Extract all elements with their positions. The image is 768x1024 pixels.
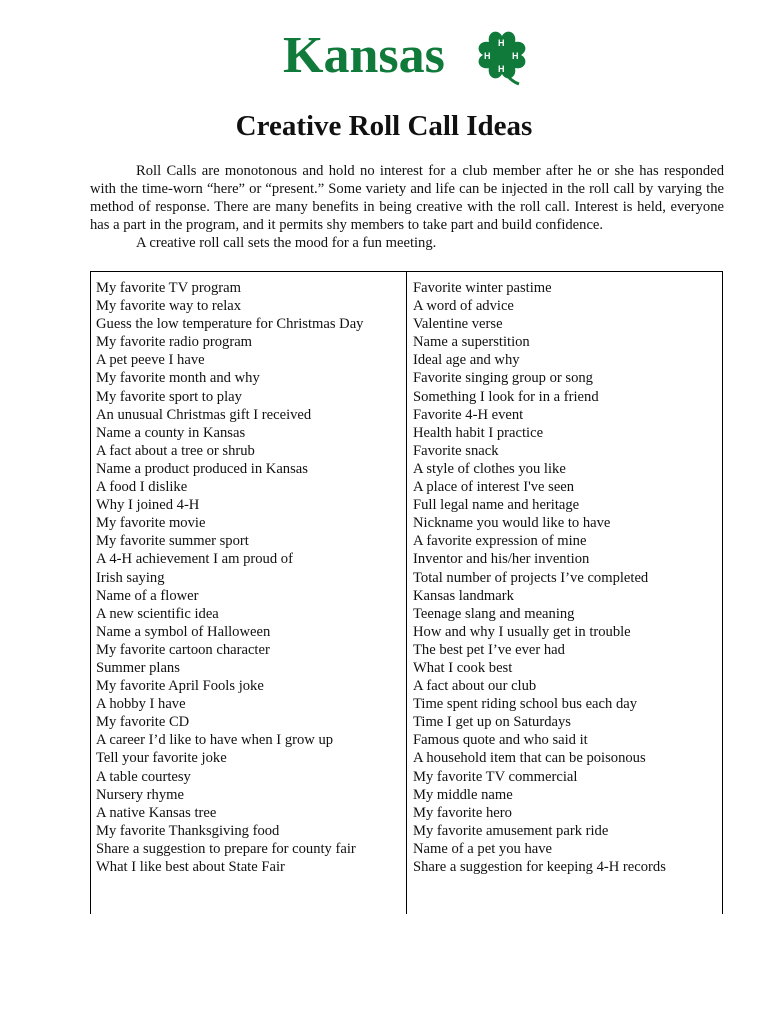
idea-item: Famous quote and who said it — [413, 732, 588, 749]
idea-item: A native Kansas tree — [96, 804, 217, 821]
header — [0, 26, 768, 92]
idea-item: Full legal name and heritage — [413, 497, 580, 514]
svg-text:H: H — [498, 64, 505, 74]
idea-item: Time spent riding school bus each day — [413, 696, 638, 713]
idea-item: A hobby I have — [96, 696, 186, 713]
column-divider — [406, 271, 407, 914]
idea-item: Summer plans — [96, 659, 180, 676]
idea-item: Health habit I practice — [413, 424, 544, 441]
idea-item: A new scientific idea — [96, 605, 219, 622]
idea-item: Name of a flower — [96, 587, 199, 604]
idea-item: My favorite TV program — [96, 280, 241, 296]
ideas-column-right — [413, 279, 719, 876]
idea-item: A household item that can be poisonous — [413, 750, 646, 767]
idea-item: A fact about a tree or shrub — [96, 442, 255, 459]
idea-item: The best pet I’ve ever had — [413, 641, 565, 658]
idea-item: Favorite 4-H event — [413, 406, 524, 423]
idea-item: My favorite summer sport — [96, 533, 249, 550]
idea-item: Name a symbol of Halloween — [96, 623, 271, 640]
idea-item: A pet peeve I have — [96, 352, 205, 369]
4h-clover-icon — [473, 26, 531, 88]
svg-text:H: H — [512, 51, 519, 61]
idea-item: Something I look for in a friend — [413, 388, 599, 405]
idea-item: Name a superstition — [413, 334, 530, 351]
idea-item: Nickname you would like to have — [413, 515, 611, 532]
idea-item: My favorite radio program — [96, 334, 253, 351]
intro-text — [90, 162, 724, 252]
svg-text:H: H — [484, 51, 491, 61]
idea-item: My favorite movie — [96, 515, 206, 532]
idea-item: Name a county in Kansas — [96, 424, 246, 441]
idea-item: Teenage slang and meaning — [413, 605, 575, 622]
intro-paragraph: A creative roll call sets the mood for a fun meeting. — [136, 235, 437, 251]
idea-item: Share a suggestion for keeping 4-H records — [413, 859, 666, 875]
idea-item: A table courtesy — [96, 768, 191, 785]
idea-item: Nursery rhyme — [96, 786, 184, 803]
idea-item: My favorite TV commercial — [413, 768, 578, 785]
idea-item: A 4-H achievement I am proud of — [96, 551, 293, 568]
idea-item: Share a suggestion to prepare for county fair — [96, 840, 356, 857]
idea-item: My favorite April Fools joke — [96, 678, 264, 695]
svg-text:H: H — [498, 38, 505, 48]
idea-item: Total number of projects I’ve completed — [413, 569, 649, 586]
idea-item: Why I joined 4-H — [96, 497, 200, 514]
idea-item: A word of advice — [413, 298, 514, 315]
idea-item: Inventor and his/her invention — [413, 551, 590, 568]
idea-item: A style of clothes you like — [413, 460, 566, 477]
idea-item: My favorite Thanksgiving food — [96, 822, 280, 839]
idea-item: My favorite way to relax — [96, 298, 242, 315]
idea-item: Kansas landmark — [413, 587, 514, 604]
idea-item: My middle name — [413, 786, 513, 803]
idea-item: Valentine verse — [413, 316, 503, 333]
page-title: Creative Roll Call Ideas — [235, 110, 533, 142]
kansas-logo-text: Kansas — [283, 27, 445, 84]
ideas-column-left — [96, 279, 402, 876]
idea-item: My favorite month and why — [96, 370, 260, 387]
idea-item: Name of a pet you have — [413, 840, 552, 857]
idea-item: Irish saying — [96, 569, 165, 586]
idea-item: A fact about our club — [413, 678, 537, 695]
idea-item: My favorite amusement park ride — [413, 822, 609, 839]
idea-item: Ideal age and why — [413, 352, 520, 369]
idea-item: My favorite sport to play — [96, 388, 242, 405]
idea-item: My favorite hero — [413, 804, 512, 821]
idea-item: My favorite CD — [96, 714, 190, 731]
idea-item: Guess the low temperature for Christmas Day — [96, 316, 364, 333]
idea-item: Favorite winter pastime — [413, 280, 552, 296]
idea-item: An unusual Christmas gift I received — [96, 406, 312, 423]
intro-paragraph: Roll Calls are monotonous and hold no interest for a club member after he or she has responded with the time-worn “here” or “present.” Some variety and life can be injected in the roll call by varying the method of response. There are many benefits in being creative with the roll call. Interest is held, everyone has a part in the program, and it permits shy members to take part and build confidence. — [90, 163, 724, 233]
idea-item: What I like best about State Fair — [96, 859, 285, 875]
idea-item: Name a product produced in Kansas — [96, 460, 308, 477]
idea-item: A place of interest I've seen — [413, 479, 575, 496]
idea-item: A career I’d like to have when I grow up — [96, 732, 334, 749]
idea-item: A food I dislike — [96, 479, 188, 496]
idea-item: My favorite cartoon character — [96, 641, 270, 658]
idea-item: Favorite singing group or song — [413, 370, 593, 387]
idea-item: A favorite expression of mine — [413, 533, 587, 550]
idea-item: What I cook best — [413, 659, 513, 676]
idea-item: Favorite snack — [413, 442, 499, 459]
idea-item: How and why I usually get in trouble — [413, 623, 631, 640]
idea-item: Tell your favorite joke — [96, 750, 227, 767]
idea-item: Time I get up on Saturdays — [413, 714, 571, 731]
